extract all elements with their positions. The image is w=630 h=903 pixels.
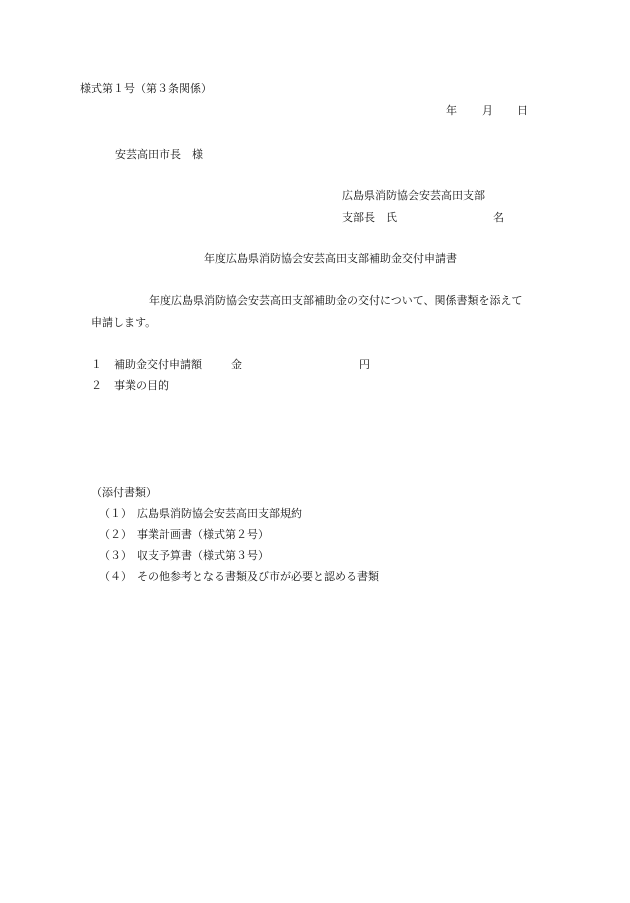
attachment-item <box>0 570 630 583</box>
body-line-2: 申請します。 <box>91 316 157 329</box>
attachment-item <box>0 507 630 520</box>
item-label: 補助金交付申請額 <box>114 358 202 371</box>
item-purpose <box>0 379 630 392</box>
applicant-name-suffix: 名 <box>493 211 504 224</box>
item-number: １ <box>91 358 102 371</box>
applicant-organization: 広島県消防協会安芸高田支部 <box>342 189 485 202</box>
attachments-heading: （添付書類） <box>91 486 157 499</box>
amount-prefix: 金 <box>231 358 242 371</box>
date-month: 月 <box>482 104 493 117</box>
item-number: ２ <box>91 379 102 392</box>
attachment-number: （３） <box>99 549 132 562</box>
body-line-1: 年度広島県消防協会安芸高田支部補助金の交付について、関係書類を添えて <box>149 294 523 307</box>
date-day: 日 <box>517 104 528 117</box>
item-label: 事業の目的 <box>114 379 169 392</box>
applicant-title: 支部長 氏 <box>342 211 397 224</box>
amount-unit: 円 <box>359 358 370 371</box>
attachment-text: 事業計画書（様式第２号） <box>137 528 269 541</box>
attachment-item <box>0 549 630 562</box>
attachment-item <box>0 528 630 541</box>
addressee: 安芸高田市長 様 <box>115 148 203 161</box>
attachment-number: （２） <box>99 528 132 541</box>
attachment-number: （１） <box>99 507 132 520</box>
attachment-text: その他参考となる書類及び市が必要と認める書類 <box>137 570 379 583</box>
form-number: 様式第１号（第３条関係） <box>80 82 212 95</box>
attachment-text: 広島県消防協会安芸高田支部規約 <box>137 507 302 520</box>
attachment-text: 収支予算書（様式第３号） <box>137 549 269 562</box>
document-title: 年度広島県消防協会安芸高田支部補助金交付申請書 <box>204 252 457 265</box>
date-year: 年 <box>446 104 457 117</box>
attachment-number: （４） <box>99 570 132 583</box>
item-amount <box>0 358 630 371</box>
